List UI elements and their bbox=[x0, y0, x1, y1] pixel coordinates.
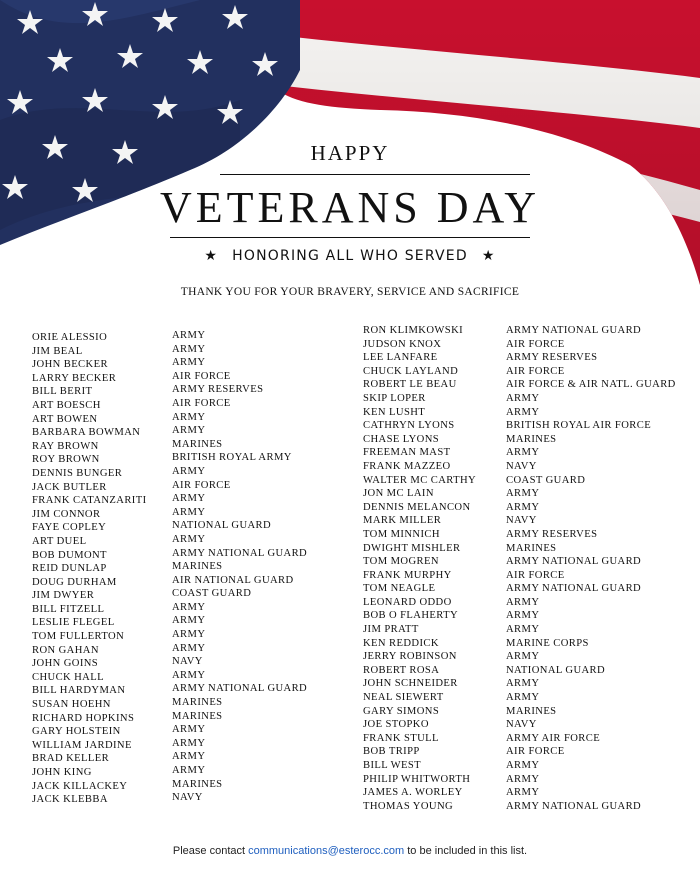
veteran-branch: ARMY bbox=[172, 465, 206, 477]
veteran-branch: NAVY bbox=[172, 656, 203, 668]
veteran-name: JOHN GOINS bbox=[32, 658, 99, 670]
veteran-name: RON KLIMKOWSKI bbox=[363, 325, 464, 336]
veteran-name: TOM NEAGLE bbox=[363, 583, 436, 595]
veteran-name: JIM CONNOR bbox=[32, 508, 101, 520]
veteran-branch: AIR FORCE bbox=[506, 746, 565, 758]
veteran-branch: ARMY bbox=[172, 629, 206, 641]
veteran-branch: NATIONAL GUARD bbox=[172, 520, 272, 532]
veteran-name: REID DUNLAP bbox=[32, 563, 107, 575]
veteran-branch: ARMY NATIONAL GUARD bbox=[172, 683, 308, 695]
veteran-name: KEN REDDICK bbox=[363, 637, 439, 649]
subtitle-row bbox=[0, 248, 700, 264]
veteran-name: CATHRYN LYONS bbox=[363, 420, 455, 432]
veteran-branch: ARMY bbox=[506, 406, 540, 418]
veteran-branch: MARINES bbox=[506, 705, 557, 717]
veteran-branch: MARINES bbox=[172, 561, 223, 573]
veteran-branch: ARMY bbox=[506, 610, 540, 622]
veteran-name: THOMAS YOUNG bbox=[363, 800, 454, 812]
veteran-name: ART BOESCH bbox=[32, 399, 101, 411]
contact-email-link[interactable]: communications@esterocc.com bbox=[248, 845, 405, 857]
veteran-branch: AIR FORCE bbox=[172, 479, 231, 491]
veteran-branch: ARMY AIR FORCE bbox=[506, 732, 601, 744]
veteran-branch: ARMY bbox=[506, 624, 540, 636]
veteran-branch: AIR FORCE bbox=[506, 365, 565, 377]
veteran-name: ORIE ALESSIO bbox=[32, 332, 108, 343]
veteran-name: JON MC LAIN bbox=[363, 488, 434, 500]
veteran-name: GARY SIMONS bbox=[363, 705, 440, 717]
subtitle-text: HONORING ALL WHO SERVED bbox=[232, 248, 468, 264]
veteran-name: JUDSON KNOX bbox=[363, 338, 442, 350]
veteran-branch: ARMY bbox=[172, 724, 206, 736]
veteran-name: GARY HOLSTEIN bbox=[32, 726, 121, 738]
veteran-name: BOB TRIPP bbox=[363, 746, 420, 758]
veteran-name: BARBARA BOWMAN bbox=[32, 427, 141, 439]
veteran-name: JACK KLEBBA bbox=[32, 794, 108, 806]
veteran-branch: AIR FORCE bbox=[172, 370, 231, 382]
veteran-branch: ARMY bbox=[172, 615, 206, 627]
veteran-name: DENNIS MELANCON bbox=[363, 501, 471, 513]
thanks-text: THANK YOU FOR YOUR BRAVERY, SERVICE AND SACRIFICE bbox=[180, 286, 520, 298]
veteran-name: JACK BUTLER bbox=[32, 481, 107, 493]
veteran-name: FRANK MURPHY bbox=[363, 569, 452, 581]
veteran-branch: NAVY bbox=[506, 460, 537, 472]
veteran-name: CHASE LYONS bbox=[363, 433, 440, 445]
names-column-right bbox=[363, 324, 476, 813]
veteran-name: FREEMAN MAST bbox=[363, 447, 451, 459]
veteran-name: JOHN SCHNEIDER bbox=[363, 678, 458, 690]
veteran-name: LEONARD ODDO bbox=[363, 596, 452, 608]
veteran-name: WILLIAM JARDINE bbox=[32, 739, 132, 751]
veteran-branch: ARMY bbox=[172, 411, 206, 423]
veteran-name: ROBERT LE BEAU bbox=[363, 379, 457, 391]
veteran-branch: NATIONAL GUARD bbox=[506, 664, 606, 676]
title-block bbox=[0, 140, 700, 264]
veteran-name: BILL FITZELL bbox=[32, 603, 105, 615]
veteran-branch: ARMY bbox=[506, 678, 540, 690]
veteran-branch: AIR FORCE bbox=[172, 397, 231, 409]
veteran-branch: ARMY bbox=[506, 488, 540, 500]
veteran-branch: ARMY bbox=[172, 642, 206, 654]
veteran-name: ART BOWEN bbox=[32, 413, 98, 425]
veteran-branch: ARMY bbox=[172, 601, 206, 613]
contact-prefix: Please contact bbox=[172, 845, 246, 857]
veteran-branch: ARMY bbox=[172, 425, 206, 437]
title-rule-bottom bbox=[170, 237, 530, 238]
veteran-name: JERRY ROBINSON bbox=[363, 651, 457, 663]
veteran-branch: ARMY bbox=[506, 501, 540, 513]
veteran-name: BILL WEST bbox=[363, 760, 422, 771]
veteran-name: LARRY BECKER bbox=[32, 372, 117, 384]
veteran-branch: ARMY bbox=[172, 737, 206, 749]
veteran-branch: ARMY bbox=[172, 493, 206, 505]
veteran-branch: AIR NATIONAL GUARD bbox=[172, 574, 294, 586]
veteran-branch: ARMY bbox=[506, 692, 540, 704]
veteran-branch: ARMY bbox=[172, 765, 206, 776]
veteran-branch: NAVY bbox=[172, 792, 203, 804]
title-rule-top bbox=[220, 174, 530, 175]
star-icon: ★ bbox=[204, 248, 219, 264]
veteran-name: JIM DWYER bbox=[32, 590, 95, 602]
veteran-branch: ARMY bbox=[506, 760, 540, 771]
veteran-name: FAYE COPLEY bbox=[32, 522, 107, 534]
contact-suffix: to be included in this list. bbox=[407, 845, 528, 857]
veteran-name: TOM MINNICH bbox=[363, 528, 440, 540]
veteran-name: FRANK MAZZEO bbox=[363, 460, 451, 472]
veteran-branch: MARINES bbox=[172, 697, 223, 709]
branches-column-right bbox=[506, 324, 676, 813]
veteran-branch: ARMY RESERVES bbox=[172, 384, 264, 396]
veteran-name: RICHARD HOPKINS bbox=[32, 712, 135, 724]
veteran-branch: ARMY bbox=[172, 330, 206, 341]
veteran-branch: ARMY bbox=[506, 447, 540, 459]
veteran-branch: MARINES bbox=[172, 438, 223, 450]
star-icon: ★ bbox=[481, 248, 496, 264]
branches-column-left bbox=[172, 329, 307, 805]
veteran-name: FRANK CATANZARITI bbox=[32, 495, 147, 507]
veteran-branch: BRITISH ROYAL AIR FORCE bbox=[506, 420, 652, 432]
veteran-name: JACK KILLACKEY bbox=[32, 780, 128, 792]
veteran-name: RAY BROWN bbox=[32, 440, 99, 452]
veteran-branch: COAST GUARD bbox=[172, 588, 252, 600]
veteran-branch: BRITISH ROYAL ARMY bbox=[172, 452, 292, 464]
veteran-name: BRAD KELLER bbox=[32, 753, 110, 765]
veteran-name: ROBERT ROSA bbox=[363, 664, 440, 676]
veteran-branch: ARMY NATIONAL GUARD bbox=[506, 556, 642, 568]
veteran-branch: ARMY bbox=[172, 669, 206, 681]
veteran-name: DENNIS BUNGER bbox=[32, 467, 123, 479]
veteran-branch: ARMY NATIONAL GUARD bbox=[506, 800, 642, 812]
veteran-branch: NAVY bbox=[506, 515, 537, 527]
contact-line bbox=[0, 845, 700, 857]
veteran-name: WALTER MC CARTHY bbox=[363, 474, 477, 486]
veteran-branch: ARMY bbox=[172, 357, 206, 369]
veteran-name: CHUCK LAYLAND bbox=[363, 365, 459, 377]
veteran-name: JOHN KING bbox=[32, 767, 92, 778]
veteran-name: NEAL SIEWERT bbox=[363, 692, 444, 704]
veteran-branch: ARMY bbox=[172, 506, 206, 518]
veteran-name: BILL HARDYMAN bbox=[32, 685, 126, 697]
veteran-name: JAMES A. WORLEY bbox=[363, 787, 463, 799]
veteran-name: CHUCK HALL bbox=[32, 671, 104, 683]
veteran-name: SKIP LOPER bbox=[363, 392, 426, 404]
veteran-name: SUSAN HOEHN bbox=[32, 699, 111, 711]
veteran-branch: ARMY bbox=[506, 596, 540, 608]
veteran-name: BOB DUMONT bbox=[32, 549, 107, 561]
veteran-name: ROY BROWN bbox=[32, 454, 100, 466]
happy-text: HAPPY bbox=[310, 141, 390, 165]
veteran-name: DWIGHT MISHLER bbox=[363, 542, 461, 554]
veteran-branch: ARMY NATIONAL GUARD bbox=[506, 583, 642, 595]
veteran-branch: MARINES bbox=[172, 778, 223, 790]
veteran-branch: AIR FORCE bbox=[506, 338, 565, 350]
veteran-name: TOM FULLERTON bbox=[32, 631, 125, 643]
veteran-branch: MARINES bbox=[172, 710, 223, 722]
veteran-name: JIM PRATT bbox=[363, 624, 419, 636]
veteran-branch: ARMY bbox=[506, 787, 540, 799]
veteran-branch: ARMY RESERVES bbox=[506, 352, 598, 364]
veteran-name: JOE STOPKO bbox=[363, 719, 429, 731]
veteran-name: LESLIE FLEGEL bbox=[32, 617, 115, 629]
veteran-branch: ARMY bbox=[506, 773, 540, 785]
veteran-branch: ARMY NATIONAL GUARD bbox=[506, 325, 642, 336]
veteran-branch: COAST GUARD bbox=[506, 474, 586, 486]
veteran-name: BILL BERIT bbox=[32, 386, 93, 398]
veteran-name: BOB O FLAHERTY bbox=[363, 610, 459, 622]
veteran-name: RON GAHAN bbox=[32, 644, 99, 656]
veteran-name: TOM MOGREN bbox=[363, 556, 439, 568]
veteran-branch: NAVY bbox=[506, 719, 537, 731]
names-column-left bbox=[32, 331, 147, 807]
veteran-name: DOUG DURHAM bbox=[32, 576, 117, 588]
veteran-name: PHILIP WHITWORTH bbox=[363, 773, 471, 785]
veteran-branch: MARINE CORPS bbox=[506, 637, 589, 649]
veteran-branch: ARMY bbox=[172, 751, 206, 763]
veteran-name: JIM BEAL bbox=[32, 345, 83, 357]
veteran-branch: ARMY RESERVES bbox=[506, 528, 598, 540]
veteran-branch: MARINES bbox=[506, 542, 557, 554]
veteran-branch: AIR FORCE bbox=[506, 569, 565, 581]
veterans-day-heading bbox=[160, 166, 540, 240]
veteran-name: JOHN BECKER bbox=[32, 359, 108, 371]
veterans-day-title: VETERANS DAY bbox=[160, 183, 541, 232]
veteran-name: MARK MILLER bbox=[363, 515, 442, 527]
veteran-name: LEE LANFARE bbox=[363, 352, 438, 364]
veteran-branch: ARMY bbox=[506, 651, 540, 663]
veteran-branch: AIR FORCE & AIR NATL. GUARD bbox=[506, 379, 676, 391]
veteran-name: FRANK STULL bbox=[363, 732, 439, 744]
veteran-branch: ARMY bbox=[506, 392, 540, 404]
veteran-name: KEN LUSHT bbox=[363, 406, 426, 418]
veteran-name: ART DUEL bbox=[32, 535, 87, 547]
veteran-branch: ARMY bbox=[172, 343, 206, 355]
veteran-branch: ARMY bbox=[172, 533, 206, 545]
veteran-branch: MARINES bbox=[506, 433, 557, 445]
veteran-branch: ARMY NATIONAL GUARD bbox=[172, 547, 308, 559]
